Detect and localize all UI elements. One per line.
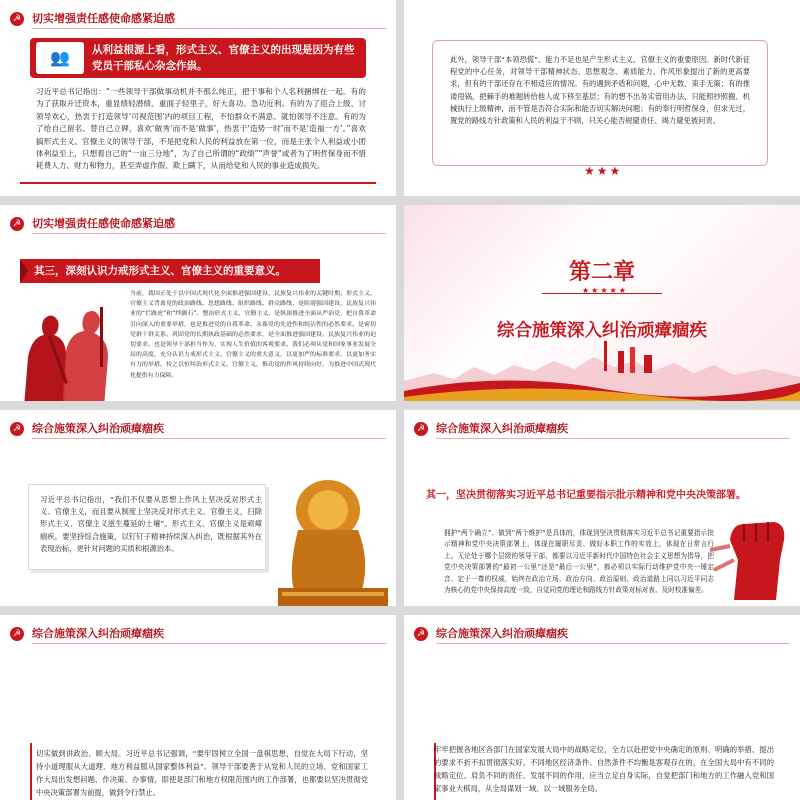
- party-emblem-icon: ☭: [414, 422, 428, 436]
- header-divider: [32, 643, 386, 644]
- slide-header: [0, 6, 396, 32]
- soldiers-illustration: [4, 297, 124, 401]
- raised-fist-illustration: [704, 510, 796, 600]
- slide-4-chapter[interactable]: [404, 205, 800, 401]
- chapter-label: 第二章: [568, 260, 635, 285]
- header-divider: [436, 643, 790, 644]
- slide-header: [0, 621, 396, 647]
- slide-header-title: 切实增强责任感使命感紧迫感: [32, 12, 175, 25]
- people-icon: 👥: [36, 42, 84, 74]
- slide-1[interactable]: [0, 0, 396, 196]
- chapter-title: 综合施策深入纠治顽瘴痼疾: [497, 321, 707, 341]
- slide-header: [404, 621, 800, 647]
- slide-header-title: 综合施策深入纠治顽瘴痼疾: [32, 422, 164, 435]
- bottom-rule: [20, 182, 376, 184]
- body-text: 当前，我国正处于以中国式现代化全面推进强国建设、民族复兴伟业的关键时期。形式主义、官僚主义背离党的政治路线、思想路线、组织路线、群众路线，是阻碍强国建设、民族复兴伟业的“拦路虎”和“绊脚石”。整治形式主义、官僚主义，是纵深推进全面从严治党、把自我革命引向深入的重要举措，也是推进党的自我革命、永葆党的先进性和纯洁性的必然要求。是密切党群干群关系、巩固党的长期执政基础的必然要求，是全面推进强国建设、民族复兴伟业的迫切要求。也是领导干部担当作为、实现人生价值的客观要求。我们必须从党和国家事业发展全局的高度，充分认识力戒形式主义、官僚主义的重大意义，以更加严的标准要求，以更加务实有力的举措，持之以恒纠治形式主义、官僚主义，推动党的作风持续向好，为推进中国式现代化提供有力保障。: [130, 291, 376, 379]
- slide-header-title: 切实增强责任感使命感紧迫感: [32, 217, 175, 230]
- city-skyline-illustration: [404, 331, 800, 401]
- slide-6[interactable]: [404, 410, 800, 606]
- slide-8[interactable]: [404, 615, 800, 800]
- header-divider: [32, 28, 386, 29]
- header-divider: [32, 438, 386, 439]
- banner-text: 从利益根源上看，形式主义、官僚主义的出现是因为有些党员干部私心杂念作祟。: [92, 44, 355, 72]
- body-text: 习近平总书记指出，“我们不仅要从思想上作风上坚决反对形式主义、官僚主义，而且要从制度上坚决反对形式主义、官僚主义，扫除形式主义、官僚主义滋生蔓延的土壤”。形式主义、官僚主义是顽瘴痼疾，要坚持综合施策，以钉钉子精神持续深入纠治，既根据其外在表现治标，更针对问题的实质和根源治本。: [40, 495, 262, 553]
- body-text: 牢牢把握各地区各部门在国家发展大局中的战略定位，全力以赴把党中央确定的原则、明确的举措、提出的要求不折不扣贯彻落实好。不同地区经济条件、自然条件不均衡是客观存在的，在全国大局中有不同的战略定位、肩负不同的责任、发展不同的作用，应当立足自身实际，自觉把部门和地方的工作融入党和国家事业大棋局，从全局谋划一域、以一域服务全局。: [434, 745, 774, 793]
- slide-header: [404, 416, 800, 442]
- party-emblem-icon: ☭: [10, 627, 24, 641]
- party-emblem-icon: ☭: [414, 627, 428, 641]
- slide-3[interactable]: [0, 205, 396, 401]
- slide-header: [0, 211, 396, 237]
- subheading-banner: 其三，深刻认识力戒形式主义、官僚主义的重要意义。: [20, 259, 320, 283]
- slide-header-title: 综合施策深入纠治顽瘴痼疾: [32, 627, 164, 640]
- party-emblem-icon: ☭: [10, 12, 24, 26]
- party-emblem-icon: ☭: [10, 422, 24, 436]
- slide-7[interactable]: [0, 615, 396, 800]
- stars-decoration: ★★★: [584, 164, 623, 178]
- slide-header-title: 综合施策深入纠治顽瘴痼疾: [436, 627, 568, 640]
- slide-header: [0, 416, 396, 442]
- highlight-banner: [30, 38, 366, 78]
- body-text: 习近平总书记指出：“一些领导干部做事动机并不那么纯正，把干事和个人名利捆绑在一起。有的为了获取升迁资本，重显绩轻潜绩、重面子轻里子，好大喜功、急功近利。有的为了迎合上级、讨领导欢心，热衷于打造领导‘可视范围’内的项目工程，不怕群众不满意、就怕领导不注意。有的为了给自己留名、替自己立碑，喜欢‘做秀’而不是‘做事’，热衷于‘造势一时’而不是‘造福一方’。”喜欢搞形式主义、官僚主义的领导干部，不是把党和人民的利益放在第一位，而是主张个人利益或小团体利益至上，只想着自己的“一亩三分地”，为了自己所谓的“政绩”“声誉”或者为了明哲保身而不惜耗费人力、财力和物力，甚至弄虚作假、欺上瞒下，从而给党和人民的事业造成损失。: [36, 87, 366, 171]
- slide-5[interactable]: [0, 410, 396, 606]
- header-divider: [32, 233, 386, 234]
- body-text: 拥护“两个确立”、做到“两个维护”是具体的，体现到坚决贯彻落实习近平总书记重要指示批示精神和党中央决策部署上，体现在履职尽责、做好本职工作的实效上，体现在日常言行上。无论处于哪个层级的领导干部，都要以习近平新时代中国特色社会主义思想为指导，把党中央决策部署的“最初一公里”还是“最后一公里”，都必须以实际行动维护党中央一锤定音、定于一尊的权威，始终在政治立场、政治方向、政治原则、政治道路上同以习近平同志为核心的党中央保持高度一致，自觉同党的理论和路线方针政策对标对表、及时校准偏差。: [444, 529, 714, 595]
- party-emblem-icon: ☭: [10, 217, 24, 231]
- body-text: 此外，领导干部“本领恐慌”、能力不足也是产生形式主义、官僚主义的重要原因。新时代新征程党的中心任务，对领导干部精神状态、思想观念、素质能力、作风形象提出了新的更高要求，但有的干部还存在不相适应的情况。有的遇到矛盾和问题，心中无数、束手无策；有的推诿甩锅，把棘手的难题转给他人或下移至基层；有的想不出务实管用办法，只能照抄照搬、机械执行上级精神，而不管是否符合实际和能否切实解决问题；有的奉行明哲保身，但求无过，置党的路线方针政策和人民的利益于不顾，只关心能否规避责任、竭力避免被问责。: [450, 55, 750, 126]
- subheading: 其一，坚决贯彻落实习近平总书记重要指示批示精神和党中央决策部署。: [426, 490, 746, 501]
- chapter-stars: ★★★★★: [582, 286, 628, 295]
- slide-header-title: 综合施策深入纠治顽瘴痼疾: [436, 422, 568, 435]
- stone-lion-illustration: [258, 470, 388, 606]
- slide-2[interactable]: [404, 0, 800, 196]
- header-divider: [436, 438, 790, 439]
- body-text: 切实做到讲政治、顾大局。习近平总书记强调，“要牢固树立全国一盘棋思想，自觉在大局下行动，坚持小道理服从大道理、地方利益服从国家整体利益”。领导干部要善于从党和人民的立场、党和国家工作大局出发想问题、作决策、办事情，即使是部门和地方权限范围内的工作部署，也都要以坚决贯彻党中央决策部署为前提，做到令行禁止。: [36, 749, 368, 797]
